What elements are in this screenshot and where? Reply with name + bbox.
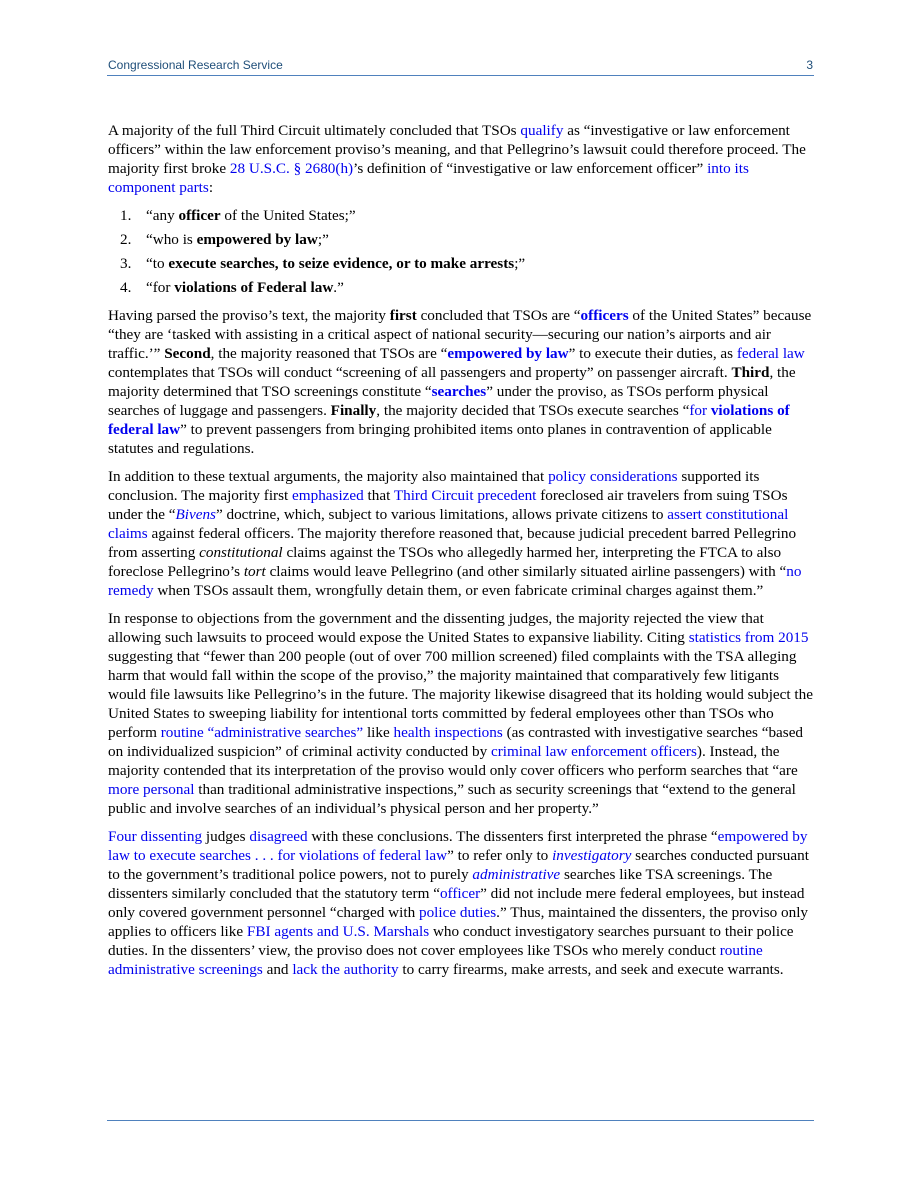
link-federal-law[interactable]: federal law <box>736 345 805 362</box>
text: when TSOs assault them, wrongfully detain them, or even fabricate criminal charges against them.” <box>153 582 764 599</box>
text: searches like TSA screenings. The dissenters similarly concluded that the statutory term “ <box>108 866 773 902</box>
bold-text: Finally <box>330 402 377 419</box>
text: claims against the TSOs who allegedly harmed her, interpreting the FTCA to also foreclose Pellegrino’s <box>108 544 782 580</box>
paragraph-3 <box>108 467 818 600</box>
text: In response to objections from the government and the dissenting judges, the majority rejected the view that allowing such lawsuits to proceed would expose the United States to expansive liability. Citing <box>108 610 764 646</box>
link-text: for <box>689 402 711 419</box>
text: than traditional administrative inspections,” such as security screenings that “extend to the general public and involve searches of an individual’s physical person and her property.” <box>108 781 796 817</box>
text: ” under the proviso, as TSOs perform physical searches of luggage and passengers. <box>108 383 769 419</box>
text: of the United States” because “they are ‘tasked with assisting in a critical aspect of national security—securing our nation’s airports and air traffic.’” <box>108 307 812 362</box>
bold-link-text: searches <box>431 383 487 400</box>
bold-link-text: violations of federal law <box>108 402 790 438</box>
text: ” doctrine, which, subject to various limitations, allows private citizens to <box>215 506 668 523</box>
bold-text: officer <box>178 207 221 224</box>
list-item <box>120 254 818 273</box>
bold-text: Third <box>731 364 770 381</box>
text: .” Thus, maintained the dissenters, the proviso only applies to officers like <box>108 904 809 940</box>
link-health-inspections[interactable]: health inspections <box>393 724 503 741</box>
text: ” did not include mere federal employees, but instead only covered government personnel “charged with <box>108 885 805 921</box>
paragraph-2 <box>108 306 818 458</box>
text: who conduct investigatory searches pursuant to their police duties. In the dissenters’ view, the proviso does not cover employees like TSOs who merely conduct <box>108 923 794 959</box>
italic-text: constitutional <box>199 544 283 561</box>
list-item <box>120 206 818 225</box>
text: supported its conclusion. The majority first <box>108 468 760 504</box>
text: of the United States;” <box>220 207 356 224</box>
text: and <box>262 961 293 978</box>
page-number: 3 <box>806 58 813 72</box>
bold-text: first <box>389 307 417 324</box>
link-routine-administrative-screenings[interactable]: routine administrative screenings <box>108 942 763 978</box>
text: suggesting that “fewer than 200 people (out of over 700 million screened) filed complaints with the TSA alleging harm that would fall within the scope of the proviso,” the majority maintained that comparatively few litigants would file lawsuits like Pellegrino’s in the future. The majority likewise disagreed that its holding would subject the United States to sweeping liability for intentional torts committed by federal employees other than TSOs who perform <box>108 648 813 741</box>
link-assert-constitutional-claims[interactable]: assert constitutional claims <box>108 506 789 542</box>
text: as “investigative or law enforcement officers” within the law enforcement proviso’s meaning, and that Pellegrino’s lawsuit could therefore proceed. The majority first broke <box>108 122 806 177</box>
list-number: 4. <box>120 279 132 296</box>
link-disagreed[interactable]: disagreed <box>249 828 308 845</box>
link-component-parts[interactable]: into its component parts <box>108 160 749 196</box>
text: judges <box>202 828 250 845</box>
text: Having parsed the proviso’s text, the majority <box>108 307 390 324</box>
bold-text: execute searches, to seize evidence, or to make arrests <box>168 255 515 272</box>
text: ;” <box>317 231 329 248</box>
text: A majority of the full Third Circuit ultimately concluded that TSOs <box>108 122 521 139</box>
bold-text: violations of Federal law <box>174 279 334 296</box>
text: “any <box>146 207 179 224</box>
text: contemplates that TSOs will conduct “screening of all passengers and property” on passenger aircraft. <box>108 364 732 381</box>
text: “to <box>146 255 169 272</box>
link-bivens[interactable] <box>175 506 215 523</box>
text: In addition to these textual arguments, the majority also maintained that <box>108 468 549 485</box>
paragraph-1 <box>108 121 818 197</box>
list-item <box>120 230 818 249</box>
link-administrative[interactable] <box>472 866 560 883</box>
text: with these conclusions. The dissenters first interpreted the phrase “ <box>307 828 718 845</box>
header-org-name: Congressional Research Service <box>108 58 283 72</box>
link-emphasized[interactable]: emphasized <box>292 487 364 504</box>
link-empowered-by-law[interactable] <box>447 345 568 362</box>
text: ;” <box>514 255 526 272</box>
document-body <box>108 121 818 988</box>
italic-link-text: investigatory <box>552 847 632 864</box>
text: , the majority decided that TSOs execute searches “ <box>376 402 690 419</box>
text: ” to execute their duties, as <box>568 345 737 362</box>
link-usc-2680h[interactable]: 28 U.S.C. § 2680(h) <box>229 160 354 177</box>
link-police-duties[interactable]: police duties <box>418 904 497 921</box>
link-policy-considerations[interactable]: policy considerations <box>548 468 678 485</box>
text: (as contrasted with investigative searches “based on individualized suspicion” of criminal activity conducted by <box>108 724 804 760</box>
link-four-dissenting[interactable]: Four dissenting <box>108 828 203 845</box>
italic-link-text: Bivens <box>175 506 216 523</box>
bold-text: Second <box>164 345 211 362</box>
text: to carry firearms, make arrests, and seek and execute warrants. <box>398 961 784 978</box>
text: , the majority determined that TSO screenings constitute “ <box>108 364 796 400</box>
text: concluded that TSOs are “ <box>416 307 581 324</box>
list-number: 3. <box>120 255 132 272</box>
footer-divider <box>107 1120 814 1121</box>
text: like <box>363 724 394 741</box>
bold-link-text: empowered by law <box>447 345 569 362</box>
link-lack-the-authority[interactable]: lack the authority <box>292 961 399 978</box>
text: ” to prevent passengers from bringing prohibited items onto planes in contravention of applicable statutes and regulations. <box>108 421 772 457</box>
bold-text: empowered by law <box>196 231 318 248</box>
text: searches conducted pursuant to the government’s traditional police powers, not to purely <box>108 847 809 883</box>
text: , the majority reasoned that TSOs are “ <box>210 345 448 362</box>
link-third-circuit-precedent[interactable]: Third Circuit precedent <box>393 487 537 504</box>
link-statistics-from-2015[interactable]: statistics from 2015 <box>688 629 809 646</box>
link-criminal-law-enforcement-officers[interactable]: criminal law enforcement officers <box>490 743 697 760</box>
text: foreclosed air travelers from suing TSOs under the “ <box>108 487 788 523</box>
link-no-remedy[interactable]: no remedy <box>108 563 802 599</box>
link-investigatory[interactable] <box>552 847 631 864</box>
text: ” to refer only to <box>447 847 553 864</box>
page-header <box>107 57 814 76</box>
paragraph-5 <box>108 827 818 979</box>
link-fbi-agents-marshals[interactable]: FBI agents and U.S. Marshals <box>246 923 430 940</box>
link-qualify[interactable]: qualify <box>520 122 564 139</box>
link-officer[interactable]: officer <box>439 885 481 902</box>
text: that <box>363 487 394 504</box>
text: ’s definition of “investigative or law enforcement officer” <box>353 160 708 177</box>
text: “for <box>146 279 175 296</box>
list-number: 2. <box>120 231 132 248</box>
bold-link-text: officers <box>580 307 629 324</box>
paragraph-4 <box>108 609 818 818</box>
text: : <box>208 179 214 196</box>
link-empowered-by-law-phrase[interactable]: empowered by law to execute searches . . . for violations of federal law <box>108 828 808 864</box>
link-more-personal[interactable]: more personal <box>108 781 195 798</box>
link-routine-administrative-searches[interactable]: routine “administrative searches” <box>160 724 364 741</box>
text: .” <box>333 279 344 296</box>
definition-parts-list <box>108 206 818 297</box>
link-officers[interactable] <box>581 307 629 324</box>
list-item <box>120 278 818 297</box>
link-searches[interactable] <box>432 383 487 400</box>
text: against federal officers. The majority therefore reasoned that, because judicial precedent barred Pellegrino from asserting <box>108 525 797 561</box>
list-number: 1. <box>120 207 132 224</box>
text: ). Instead, the majority contended that its interpretation of the proviso would only cover officers who perform searches that “are <box>108 743 798 779</box>
text: claims would leave Pellegrino (and other similarly situated airline passengers) with “ <box>265 563 787 580</box>
italic-link-text: administrative <box>472 866 561 883</box>
text: “who is <box>146 231 197 248</box>
italic-text: tort <box>243 563 266 580</box>
